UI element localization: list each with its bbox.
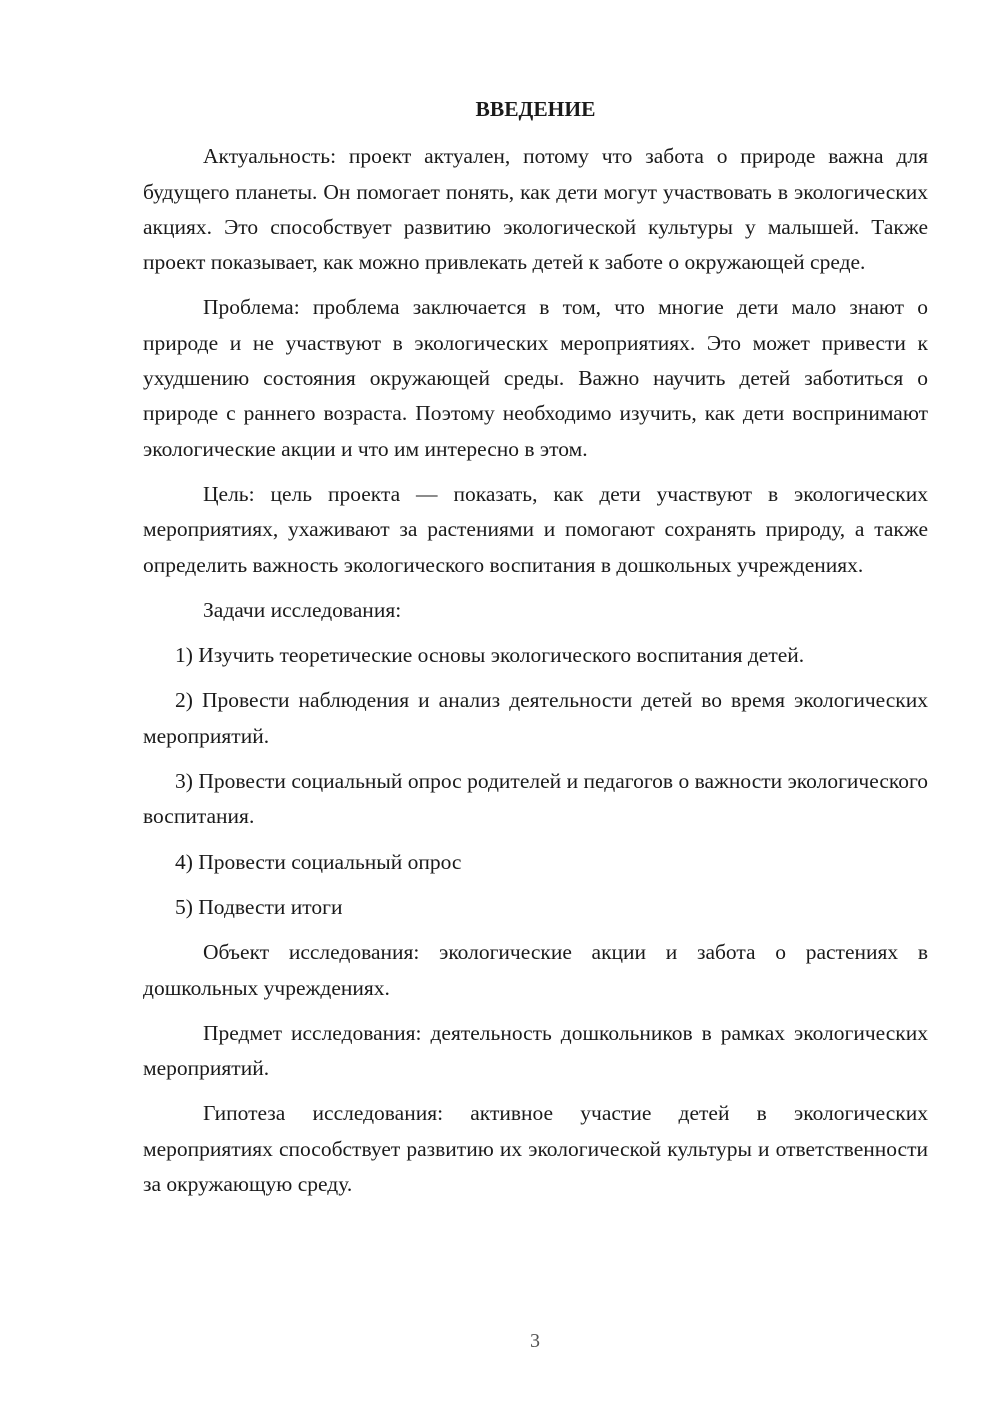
page-number: 3 bbox=[530, 1330, 540, 1352]
section-title: ВВЕДЕНИЕ bbox=[475, 97, 596, 121]
task-item-3: 3) Провести социальный опрос родителей и педагогов о важности экологического воспитания. bbox=[143, 769, 928, 829]
paragraph-hypothesis: Гипотеза исследования: активное участие детей в экологических мероприятиях способствует развитию их экологической культуры и ответственности за окружающую среду. bbox=[143, 1101, 928, 1197]
paragraph-object: Объект исследования: экологические акции и забота о растениях в дошкольных учреждениях. bbox=[143, 940, 928, 1000]
task-item-5: 5) Подвести итоги bbox=[175, 894, 343, 919]
task-item-2: 2) Провести наблюдения и анализ деятельности детей во время экологических мероприятий. bbox=[143, 688, 928, 748]
paragraph-relevance: Актуальность: проект актуален, потому что забота о природе важна для будущего планеты. Он помогает понять, как дети могут участвовать в экологических акциях. Это способствует развитию экологической культуры у малышей. Также проект показывает, как можно привлекать детей к заботе о окружающей среде. bbox=[143, 144, 928, 275]
document-page bbox=[143, 92, 928, 1212]
task-item-1: 1) Изучить теоретические основы экологического воспитания детей. bbox=[175, 643, 805, 668]
paragraph-subject: Предмет исследования: деятельность дошкольников в рамках экологических мероприятий. bbox=[143, 1020, 928, 1081]
paragraph-goal: Цель: цель проекта — показать, как дети участвуют в экологических мероприятиях, ухаживают за растениями и помогают сохранять природу, а также определить важность экологического воспитания в дошкольных учреждениях. bbox=[143, 481, 928, 577]
task-item-4: 4) Провести социальный опрос bbox=[175, 849, 462, 874]
paragraph-problem: Проблема: проблема заключается в том, что многие дети мало знают о природе и не участвуют в экологических мероприятиях. Это может привести к ухудшению состояния окружающей среды. Важно научить детей заботиться о природе с раннего возраста. Поэтому необходимо изучить, как дети воспринимают экологические акции и что им интересно в этом. bbox=[143, 295, 928, 461]
tasks-heading: Задачи исследования: bbox=[203, 597, 402, 622]
